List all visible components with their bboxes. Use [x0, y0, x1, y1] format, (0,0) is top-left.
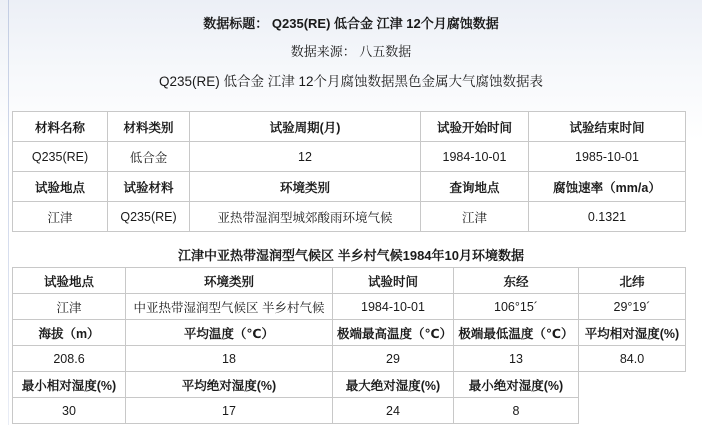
table-header-cell: 平均相对湿度(%)	[579, 320, 686, 346]
table-header-cell: 海拔（m）	[13, 320, 126, 346]
page-subtitle: Q235(RE) 低合金 江津 12个月腐蚀数据黑色金属大气腐蚀数据表	[158, 74, 544, 89]
table-data-cell: 1984-10-01	[333, 294, 454, 320]
table-header-cell: 平均绝对湿度(%)	[126, 372, 333, 398]
environment-data-table	[12, 267, 686, 424]
table-header-cell: 试验材料	[108, 172, 190, 202]
table-header-cell: 腐蚀速率（mm/a）	[529, 172, 686, 202]
table-data-cell: 亚热带湿润型城郊酸雨环境气候	[190, 202, 421, 232]
table-row	[13, 372, 686, 398]
table-header-cell: 最大绝对湿度(%)	[333, 372, 454, 398]
table-row	[13, 202, 686, 232]
table-data-cell: Q235(RE)	[108, 202, 190, 232]
table-header-cell: 试验地点	[13, 268, 126, 294]
table-data-cell: 中亚热带湿润型气候区 半乡村气候	[126, 294, 333, 320]
table-row	[13, 398, 686, 424]
table-data-cell: 0.1321	[529, 202, 686, 232]
table-row	[13, 320, 686, 346]
table-header-cell: 材料类别	[108, 112, 190, 142]
empty-cell	[579, 398, 686, 424]
table-data-cell: 8	[454, 398, 579, 424]
table-row	[13, 172, 686, 202]
data-source-line: 数据来源： 八五数据	[290, 44, 412, 59]
table-header-cell: 极端最低温度（℃）	[454, 320, 579, 346]
table-data-cell: 江津	[13, 294, 126, 320]
table-header-cell: 东经	[454, 268, 579, 294]
table-header-cell: 试验结束时间	[529, 112, 686, 142]
table-header-cell: 试验周期(月)	[190, 112, 421, 142]
corrosion-data-table	[12, 111, 686, 232]
table-data-cell: 12	[190, 142, 421, 172]
table-data-cell: 13	[454, 346, 579, 372]
table-row	[13, 294, 686, 320]
table-header-cell: 极端最高温度（℃）	[333, 320, 454, 346]
table-data-cell: 106°15´	[454, 294, 579, 320]
table-row	[13, 346, 686, 372]
table-header-cell: 环境类别	[126, 268, 333, 294]
table-data-cell: 低合金	[108, 142, 190, 172]
environment-section-title: 江津中亚热带湿润型气候区 半乡村气候1984年10月环境数据	[178, 248, 524, 263]
table-row	[13, 268, 686, 294]
table-data-cell: 江津	[13, 202, 108, 232]
page-left-rule	[8, 0, 9, 425]
page-title: 数据标题： Q235(RE) 低合金 江津 12个月腐蚀数据	[203, 16, 499, 31]
table-header-cell: 最小相对湿度(%)	[13, 372, 126, 398]
table-data-cell: Q235(RE)	[13, 142, 108, 172]
table-data-cell: 18	[126, 346, 333, 372]
table-row	[13, 112, 686, 142]
table-header-cell: 试验时间	[333, 268, 454, 294]
empty-cell	[579, 372, 686, 398]
table-data-cell: 1984-10-01	[421, 142, 529, 172]
table-header-cell: 平均温度（℃）	[126, 320, 333, 346]
table-header-cell: 试验地点	[13, 172, 108, 202]
table-data-cell: 1985-10-01	[529, 142, 686, 172]
table-header-cell: 材料名称	[13, 112, 108, 142]
table-data-cell: 24	[333, 398, 454, 424]
table-data-cell: 208.6	[13, 346, 126, 372]
table-data-cell: 84.0	[579, 346, 686, 372]
table-header-cell: 试验开始时间	[421, 112, 529, 142]
table-header-cell: 环境类别	[190, 172, 421, 202]
table-data-cell: 29	[333, 346, 454, 372]
table-data-cell: 30	[13, 398, 126, 424]
table-row	[13, 142, 686, 172]
table-header-cell: 最小绝对湿度(%)	[454, 372, 579, 398]
table-data-cell: 17	[126, 398, 333, 424]
table-header-cell: 查询地点	[421, 172, 529, 202]
table-data-cell: 29°19´	[579, 294, 686, 320]
table-header-cell: 北纬	[579, 268, 686, 294]
table-data-cell: 江津	[421, 202, 529, 232]
